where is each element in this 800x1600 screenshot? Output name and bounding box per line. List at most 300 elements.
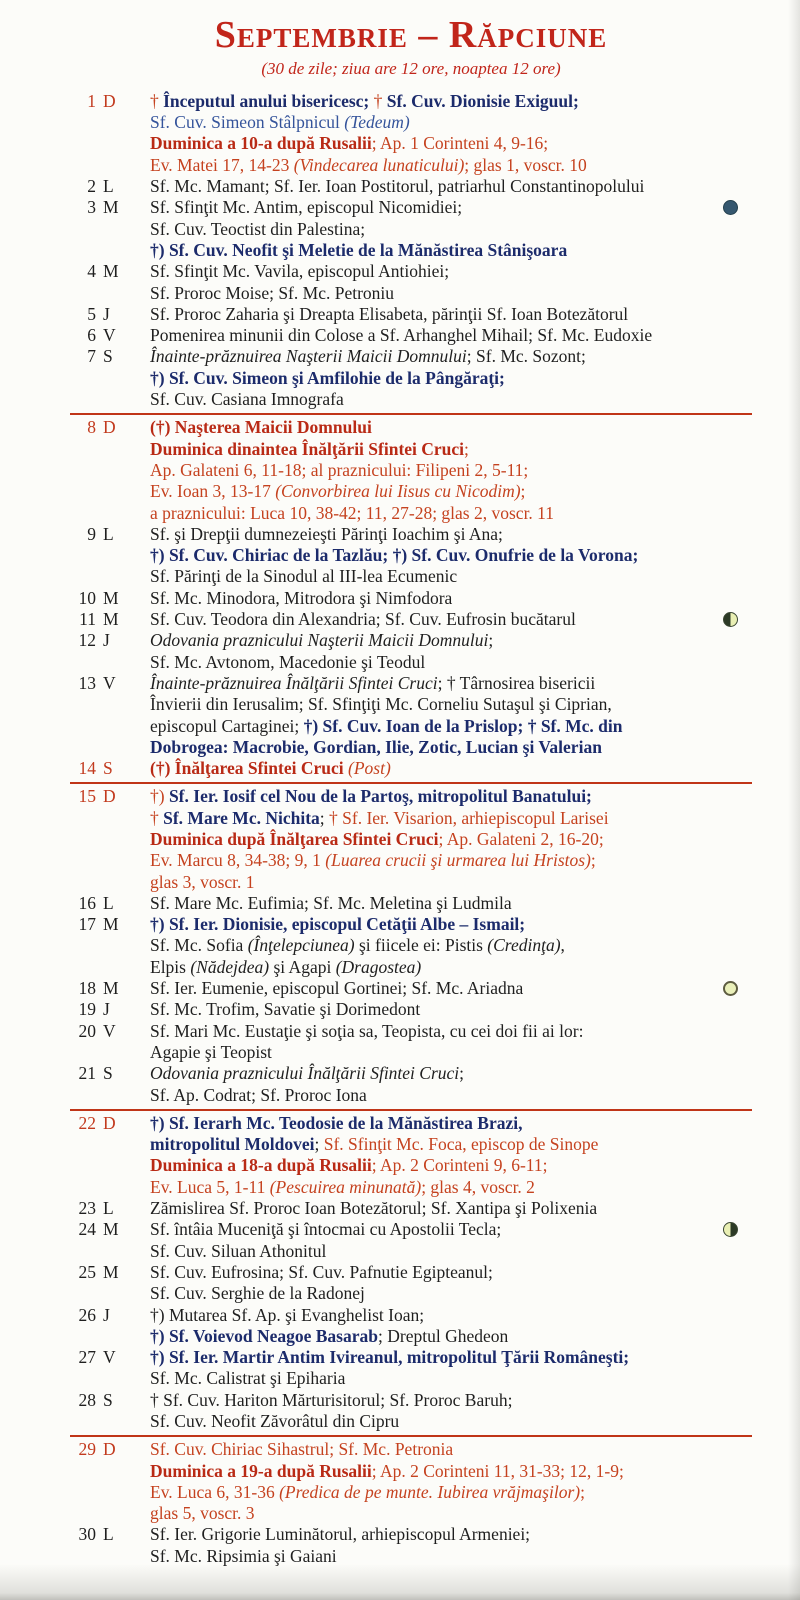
text-segment: Agapie şi Teopist bbox=[150, 1041, 272, 1062]
day-row bbox=[70, 1262, 752, 1305]
day-of-week: D bbox=[103, 1112, 116, 1133]
text-segment: a praznicului: Luca 10, 38-42; 11, 27-28; glas 2, voscr. 11 bbox=[150, 502, 555, 523]
day-line bbox=[150, 176, 752, 197]
day-number: 27 bbox=[78, 1347, 96, 1368]
day-number: 29 bbox=[78, 1439, 96, 1460]
day-row bbox=[70, 325, 752, 346]
day-number: 22 bbox=[78, 1112, 96, 1133]
day-number: 24 bbox=[78, 1219, 96, 1240]
day-of-week: V bbox=[103, 1020, 116, 1041]
day-line bbox=[150, 957, 752, 978]
day-line bbox=[150, 545, 752, 566]
text-segment: ; Sf. Mc. Sozont; bbox=[466, 346, 586, 367]
text-segment: Sf. Mari Mc. Eustaţie şi soţia sa, Teopista, cu cei doi fii ai lor: bbox=[150, 1020, 584, 1041]
day-of-week: V bbox=[103, 1347, 116, 1368]
text-segment: (†) Naşterea Maicii Domnului bbox=[150, 417, 372, 438]
day-line bbox=[150, 566, 752, 587]
day-line bbox=[150, 716, 752, 737]
day-row bbox=[70, 673, 752, 758]
day-entries bbox=[150, 786, 752, 892]
text-segment: †) Sf. Cuv. Simeon şi Amfilohie de la Pângăraţi; bbox=[150, 367, 505, 388]
day-label bbox=[70, 1390, 150, 1433]
day-number: 25 bbox=[78, 1261, 96, 1282]
day-row bbox=[70, 978, 752, 999]
day-line bbox=[150, 850, 752, 871]
text-segment: Duminica dinaintea Înălţării Sfintei Cruci bbox=[150, 438, 465, 459]
day-row bbox=[70, 914, 752, 978]
text-segment: Odovania praznicului Înălţării Sfintei Cruci bbox=[150, 1063, 460, 1084]
day-row bbox=[70, 1524, 752, 1567]
day-entries bbox=[150, 1439, 752, 1524]
text-segment: ; bbox=[464, 438, 469, 459]
text-segment: Sf. Mc. Trofim, Savatie şi Dorimedont bbox=[150, 999, 421, 1020]
day-line bbox=[150, 417, 752, 438]
day-line bbox=[150, 786, 752, 807]
day-of-week: D bbox=[103, 90, 116, 111]
day-line bbox=[150, 609, 752, 630]
day-of-week: L bbox=[103, 892, 114, 913]
text-segment: ; † Târnosirea bisericii bbox=[437, 672, 596, 693]
text-segment: Ev. Matei 17, 14-23 bbox=[150, 154, 294, 175]
text-segment: şi Agapi bbox=[269, 956, 336, 977]
text-segment: ; Dreptul Ghedeon bbox=[378, 1325, 509, 1346]
text-segment: ; Ap. 1 Corinteni 4, 9-16; bbox=[371, 133, 549, 154]
text-segment: †) Sf. Cuv. Chiriac de la Tazlău; †) Sf. Cuv. Onufrie de la Vorona; bbox=[150, 545, 639, 566]
day-of-week: M bbox=[103, 587, 119, 608]
day-entries bbox=[150, 673, 752, 758]
text-segment: Sf. şi Drepţii dumnezeieşti Părinţi Ioachim şi Ana; bbox=[150, 523, 503, 544]
text-segment: Ap. Galateni 6, 11-18; al praznicului: Filipeni 2, 5-11; bbox=[150, 459, 529, 480]
text-segment: Duminica a 19-a după Rusalii bbox=[150, 1460, 372, 1481]
day-row bbox=[70, 1347, 752, 1390]
text-segment: Sf. Ier. Grigorie Luminătorul, arhiepiscopul Armeniei; bbox=[150, 1524, 531, 1545]
day-row bbox=[70, 609, 752, 630]
text-segment: ; bbox=[314, 1134, 324, 1155]
text-segment: Sf. Cuv. Chiriac Sihastrul; Sf. Mc. Petronia bbox=[150, 1439, 454, 1460]
text-segment: †) Sf. Voievod Neagoe Basarab bbox=[150, 1325, 378, 1346]
day-entries bbox=[150, 1390, 752, 1433]
text-segment: Sf. Mare Mc. Eufimia; Sf. Mc. Meletina şi Ludmila bbox=[150, 892, 512, 913]
day-entries bbox=[150, 1524, 752, 1567]
day-line bbox=[150, 197, 752, 218]
day-of-week: L bbox=[103, 523, 114, 544]
day-of-week: M bbox=[103, 197, 119, 218]
day-label bbox=[70, 325, 150, 346]
text-segment: ; bbox=[459, 1063, 465, 1084]
day-row bbox=[70, 1305, 752, 1348]
text-segment: Zămislirea Sf. Proroc Ioan Botezătorul; Sf. Xantipa şi Polixenia bbox=[150, 1198, 598, 1219]
day-line bbox=[150, 346, 752, 367]
text-segment: Sf. Cuv. Dionisie Exiguul; bbox=[386, 90, 579, 111]
day-line bbox=[150, 1390, 752, 1411]
day-line bbox=[150, 219, 752, 240]
day-of-week: V bbox=[103, 672, 116, 693]
day-row bbox=[70, 176, 752, 197]
day-of-week: M bbox=[103, 1261, 119, 1282]
day-row bbox=[70, 197, 752, 261]
day-line bbox=[150, 808, 752, 829]
first-quarter-moon-icon bbox=[723, 612, 738, 627]
text-segment: Sf. Cuv. Eufrosina; Sf. Cuv. Pafnutie Egipteanul; bbox=[150, 1261, 493, 1282]
text-segment: ; bbox=[590, 850, 596, 871]
text-segment: ; bbox=[520, 481, 526, 502]
day-line bbox=[150, 1305, 752, 1326]
day-label bbox=[70, 304, 150, 325]
text-segment: ; glas 1, voscr. 10 bbox=[464, 154, 587, 175]
day-label bbox=[70, 1262, 150, 1305]
day-label bbox=[70, 91, 150, 176]
text-segment: (†) Înălţarea Sfintei Cruci bbox=[150, 758, 348, 779]
day-line bbox=[150, 304, 752, 325]
day-of-week: M bbox=[103, 261, 119, 282]
text-segment: glas 3, voscr. 1 bbox=[150, 871, 255, 892]
day-entries bbox=[150, 91, 752, 176]
day-of-week: S bbox=[103, 346, 113, 367]
calendar-days bbox=[70, 91, 752, 1567]
text-segment: Sf. Mc. Sofia bbox=[150, 935, 248, 956]
day-line bbox=[150, 673, 752, 694]
day-number: 13 bbox=[78, 672, 96, 693]
day-label bbox=[70, 1113, 150, 1198]
text-segment: (Vindecarea lunaticului) bbox=[293, 154, 465, 175]
day-row bbox=[70, 630, 752, 673]
day-label bbox=[70, 609, 150, 630]
last-quarter-moon-icon bbox=[723, 1222, 738, 1237]
day-of-week: L bbox=[103, 176, 114, 197]
day-label bbox=[70, 978, 150, 999]
text-segment: † bbox=[150, 807, 164, 828]
day-line bbox=[150, 439, 752, 460]
new-moon-icon bbox=[723, 200, 738, 215]
text-segment: ; Ap. Galateni 2, 16-20; bbox=[438, 828, 604, 849]
day-number: 5 bbox=[87, 303, 96, 324]
text-segment: (Post) bbox=[348, 758, 391, 779]
text-segment: Sf. Sfinţit Mc. Antim, episcopul Nicomidiei; bbox=[150, 197, 463, 218]
day-number: 8 bbox=[87, 417, 96, 438]
day-line bbox=[150, 1482, 752, 1503]
text-segment: Sf. Cuv. Teodora din Alexandria; Sf. Cuv. Eufrosin bucătarul bbox=[150, 609, 576, 630]
text-segment: (Înţelepciunea) bbox=[247, 935, 355, 956]
day-entries bbox=[150, 758, 752, 779]
day-label bbox=[70, 1305, 150, 1348]
text-segment: (Pescuirea minunată) bbox=[269, 1176, 422, 1197]
text-segment: Sf. Mc. Avtonom, Macedonie şi Teodul bbox=[150, 651, 426, 672]
day-line bbox=[150, 133, 752, 154]
day-number: 4 bbox=[87, 261, 96, 282]
day-label bbox=[70, 1219, 150, 1262]
day-line bbox=[150, 460, 752, 481]
day-entries bbox=[150, 176, 752, 197]
text-segment: Ev. Marcu 8, 34-38; 9, 1 bbox=[150, 850, 326, 871]
text-segment: ; glas 4, voscr. 2 bbox=[421, 1176, 535, 1197]
text-segment: (Luarea crucii şi urmarea lui Hristos) bbox=[325, 850, 591, 871]
day-of-week: J bbox=[103, 630, 110, 651]
day-of-week: D bbox=[103, 417, 116, 438]
day-line bbox=[150, 1546, 752, 1567]
text-segment: Sf. Ier. Eumenie, episcopul Gortinei; Sf. Mc. Ariadna bbox=[150, 978, 524, 999]
day-row bbox=[70, 1435, 752, 1524]
day-line bbox=[150, 1411, 752, 1432]
text-segment: Sf. întâia Muceniţă şi întocmai cu Apostolii Tecla; bbox=[150, 1219, 502, 1240]
text-segment: Sf. Proroc Zaharia şi Dreapta Elisabeta, părinţii Sf. Ioan Botezătorul bbox=[150, 303, 629, 324]
day-number: 12 bbox=[78, 630, 96, 651]
day-entries bbox=[150, 978, 752, 999]
text-segment: † Sf. Ier. Visarion, arhiepiscopul Larisei bbox=[329, 807, 609, 828]
text-segment: †) bbox=[150, 786, 169, 807]
text-segment: Învierii din Ierusalim; Sf. Sfinţiţi Mc. Corneliu Sutaşul şi Ciprian, bbox=[150, 694, 612, 715]
day-row bbox=[70, 524, 752, 588]
text-segment: Sf. Cuv. Casiana Imnografa bbox=[150, 389, 344, 410]
text-segment: Sf. Ap. Codrat; Sf. Proroc Iona bbox=[150, 1084, 367, 1105]
day-line bbox=[150, 829, 752, 850]
day-number: 15 bbox=[78, 786, 96, 807]
day-label bbox=[70, 786, 150, 892]
day-label bbox=[70, 999, 150, 1020]
day-number: 3 bbox=[87, 197, 96, 218]
text-segment: (Tedeum) bbox=[344, 112, 410, 133]
day-label bbox=[70, 758, 150, 779]
text-segment: ; bbox=[580, 1481, 585, 1502]
day-line bbox=[150, 1503, 752, 1524]
day-line bbox=[150, 1326, 752, 1347]
day-line bbox=[150, 1155, 752, 1176]
day-line bbox=[150, 1439, 752, 1460]
day-entries bbox=[150, 197, 752, 261]
day-number: 26 bbox=[78, 1304, 96, 1325]
day-line bbox=[150, 1368, 752, 1389]
day-number: 7 bbox=[87, 346, 96, 367]
text-segment: Sf. Mc. Mamant; Sf. Ier. Ioan Postitorul, patriarhul Constantinopolului bbox=[150, 176, 645, 197]
text-segment: Înainte-prăznuirea Înălţării Sfintei Cruci bbox=[150, 672, 438, 693]
text-segment: † Sf. Cuv. Hariton Mărturisitorul; Sf. Proroc Baruh; bbox=[150, 1389, 513, 1410]
day-line bbox=[150, 1461, 752, 1482]
day-line bbox=[150, 1347, 752, 1368]
day-line bbox=[150, 1219, 752, 1240]
day-entries bbox=[150, 914, 752, 978]
day-label bbox=[70, 1524, 150, 1567]
day-line bbox=[150, 91, 752, 112]
day-entries bbox=[150, 630, 752, 673]
text-segment: (Credinţa) bbox=[487, 935, 561, 956]
day-label bbox=[70, 261, 150, 304]
day-number: 6 bbox=[87, 325, 96, 346]
day-line bbox=[150, 112, 752, 133]
day-line bbox=[150, 325, 752, 346]
day-line bbox=[150, 630, 752, 651]
day-of-week: L bbox=[103, 1524, 114, 1545]
text-segment: mitropolitul Moldovei bbox=[150, 1134, 315, 1155]
page-header bbox=[70, 16, 752, 79]
day-line bbox=[150, 1524, 752, 1545]
day-label bbox=[70, 1021, 150, 1064]
day-number: 30 bbox=[78, 1524, 96, 1545]
day-number: 14 bbox=[78, 758, 96, 779]
month-title: Septembrie – Răpciune bbox=[214, 14, 608, 56]
day-of-week: M bbox=[103, 1219, 119, 1240]
day-line bbox=[150, 1085, 752, 1106]
day-line bbox=[150, 368, 752, 389]
day-number: 11 bbox=[79, 609, 96, 630]
text-segment: episcopul Cartaginei; bbox=[150, 715, 304, 736]
day-entries bbox=[150, 893, 752, 914]
day-line bbox=[150, 240, 752, 261]
day-line bbox=[150, 503, 752, 524]
day-of-week: S bbox=[103, 1063, 113, 1084]
day-line bbox=[150, 999, 752, 1020]
text-segment: †) Sf. Cuv. Ioan de la Prislop; † Sf. Mc. din bbox=[303, 715, 623, 736]
day-number: 19 bbox=[78, 999, 96, 1020]
text-segment: Sf. Cuv. Simeon Stâlpnicul bbox=[150, 112, 345, 133]
day-entries bbox=[150, 1305, 752, 1348]
day-line bbox=[150, 1198, 752, 1219]
day-label bbox=[70, 630, 150, 673]
day-row bbox=[70, 1063, 752, 1106]
text-segment: ; Ap. 2 Corinteni 11, 31-33; 12, 1-9; bbox=[371, 1460, 624, 1481]
text-segment: †) Sf. Ierarh Mc. Teodosie de la Mănăstirea Brazi, bbox=[150, 1112, 523, 1133]
day-row bbox=[70, 91, 752, 176]
day-row bbox=[70, 1198, 752, 1219]
day-of-week: D bbox=[103, 786, 116, 807]
day-line bbox=[150, 1021, 752, 1042]
day-of-week: M bbox=[103, 914, 119, 935]
text-segment: Ev. Luca 6, 31-36 bbox=[150, 1481, 280, 1502]
month-subtitle: (30 de zile; ziua are 12 ore, noaptea 12 ore) bbox=[261, 58, 561, 78]
day-line bbox=[150, 389, 752, 410]
day-row bbox=[70, 999, 752, 1020]
text-segment: Pomenirea minunii din Colose a Sf. Arhanghel Mihail; Sf. Mc. Eudoxie bbox=[150, 325, 653, 346]
day-entries bbox=[150, 1113, 752, 1198]
day-of-week: J bbox=[103, 1304, 110, 1325]
day-number: 17 bbox=[78, 914, 96, 935]
day-number: 23 bbox=[78, 1198, 96, 1219]
day-label bbox=[70, 197, 150, 261]
day-label bbox=[70, 1063, 150, 1106]
day-of-week: D bbox=[103, 1439, 116, 1460]
day-line bbox=[150, 1283, 752, 1304]
day-row bbox=[70, 782, 752, 892]
day-entries bbox=[150, 304, 752, 325]
text-segment: (Dragostea) bbox=[335, 956, 422, 977]
day-line bbox=[150, 1241, 752, 1262]
day-number: 10 bbox=[78, 587, 96, 608]
day-entries bbox=[150, 1198, 752, 1219]
text-segment: ; bbox=[319, 807, 330, 828]
day-of-week: V bbox=[103, 325, 116, 346]
text-segment: †) Sf. Ier. Martir Antim Ivireanul, mitropolitul Ţării Româneşti; bbox=[150, 1347, 630, 1368]
day-of-week: M bbox=[103, 609, 119, 630]
day-of-week: J bbox=[103, 303, 110, 324]
text-segment: şi fiicele ei: Pistis bbox=[354, 935, 488, 956]
day-entries bbox=[150, 1063, 752, 1106]
text-segment: Sf. Mc. Ripsimia şi Gaiani bbox=[150, 1545, 337, 1566]
text-segment: †) Sf. Ier. Dionisie, episcopul Cetăţii Albe – Ismail; bbox=[150, 914, 526, 935]
day-number: 9 bbox=[87, 523, 96, 544]
day-number: 16 bbox=[78, 892, 96, 913]
day-line bbox=[150, 261, 752, 282]
day-line bbox=[150, 1063, 752, 1084]
day-entries bbox=[150, 1347, 752, 1390]
day-label bbox=[70, 1439, 150, 1524]
text-segment: Sf. Părinţi de la Sinodul al III-lea Ecumenic bbox=[150, 566, 458, 587]
text-segment: Sf. Cuv. Neofit Zăvorâtul din Cipru bbox=[150, 1411, 400, 1431]
day-number: 18 bbox=[78, 978, 96, 999]
day-row bbox=[70, 1109, 752, 1198]
day-line bbox=[150, 758, 752, 779]
text-segment: ; Ap. 2 Corinteni 9, 6-11; bbox=[371, 1155, 548, 1176]
text-segment: † bbox=[150, 90, 164, 111]
text-segment: (Nădejdea) bbox=[190, 956, 270, 977]
day-label bbox=[70, 673, 150, 758]
text-segment: Sf. Proroc Moise; Sf. Mc. Petroniu bbox=[150, 282, 395, 303]
day-entries bbox=[150, 1219, 752, 1262]
day-label bbox=[70, 914, 150, 978]
day-line bbox=[150, 872, 752, 893]
day-label bbox=[70, 417, 150, 523]
day-label bbox=[70, 524, 150, 588]
text-segment: †) Mutarea Sf. Ap. şi Evanghelist Ioan; bbox=[150, 1304, 425, 1325]
day-line bbox=[150, 652, 752, 673]
text-segment: Elpis bbox=[150, 956, 191, 977]
text-segment: Sf. Mc. Calistrat şi Epiharia bbox=[150, 1368, 346, 1389]
day-row bbox=[70, 1219, 752, 1262]
day-line bbox=[150, 1042, 752, 1063]
day-of-week: J bbox=[103, 999, 110, 1020]
day-line bbox=[150, 935, 752, 956]
day-of-week: L bbox=[103, 1198, 114, 1219]
text-segment: Sf. Sfinţit Mc. Foca, episcop de Sinope bbox=[323, 1134, 599, 1155]
day-line bbox=[150, 893, 752, 914]
day-entries bbox=[150, 1262, 752, 1305]
text-segment: Duminica a 10-a după Rusalii bbox=[150, 133, 372, 154]
day-row bbox=[70, 1390, 752, 1433]
day-row bbox=[70, 1021, 752, 1064]
text-segment: ; bbox=[488, 630, 494, 651]
day-line bbox=[150, 1177, 752, 1198]
text-segment: Sf. Mare Mc. Nichita bbox=[163, 807, 320, 828]
text-segment: Ev. Ioan 3, 13-17 bbox=[150, 481, 276, 502]
day-line bbox=[150, 524, 752, 545]
day-label bbox=[70, 176, 150, 197]
day-label bbox=[70, 346, 150, 410]
day-line bbox=[150, 914, 752, 935]
text-segment: †) Sf. Cuv. Neofit şi Meletie de la Mănăstirea Stânişoara bbox=[150, 239, 568, 260]
day-row bbox=[70, 758, 752, 779]
day-number: 1 bbox=[87, 90, 96, 111]
day-line bbox=[150, 481, 752, 502]
day-of-week: S bbox=[103, 758, 113, 779]
day-label bbox=[70, 1198, 150, 1219]
day-label bbox=[70, 1347, 150, 1390]
text-segment: Înainte-prăznuirea Naşterii Maicii Domnului bbox=[150, 346, 467, 367]
text-segment: , bbox=[560, 935, 565, 956]
text-segment: Sf. Cuv. Siluan Athonitul bbox=[150, 1240, 327, 1261]
day-line bbox=[150, 978, 752, 999]
day-line bbox=[150, 737, 752, 758]
day-line bbox=[150, 694, 752, 715]
text-segment: Începutul anului bisericesc; bbox=[163, 90, 374, 111]
text-segment: Sf. Cuv. Teoctist din Palestina; bbox=[150, 218, 366, 239]
day-number: 2 bbox=[87, 176, 96, 197]
day-of-week: S bbox=[103, 1389, 113, 1410]
text-segment: Duminica după Înălţarea Sfintei Cruci bbox=[150, 828, 439, 849]
day-entries bbox=[150, 1021, 752, 1064]
day-line bbox=[150, 155, 752, 176]
day-entries bbox=[150, 417, 752, 523]
text-segment: Duminica a 18-a după Rusalii bbox=[150, 1155, 372, 1176]
text-segment: † bbox=[373, 90, 387, 111]
day-row bbox=[70, 261, 752, 304]
day-entries bbox=[150, 261, 752, 304]
